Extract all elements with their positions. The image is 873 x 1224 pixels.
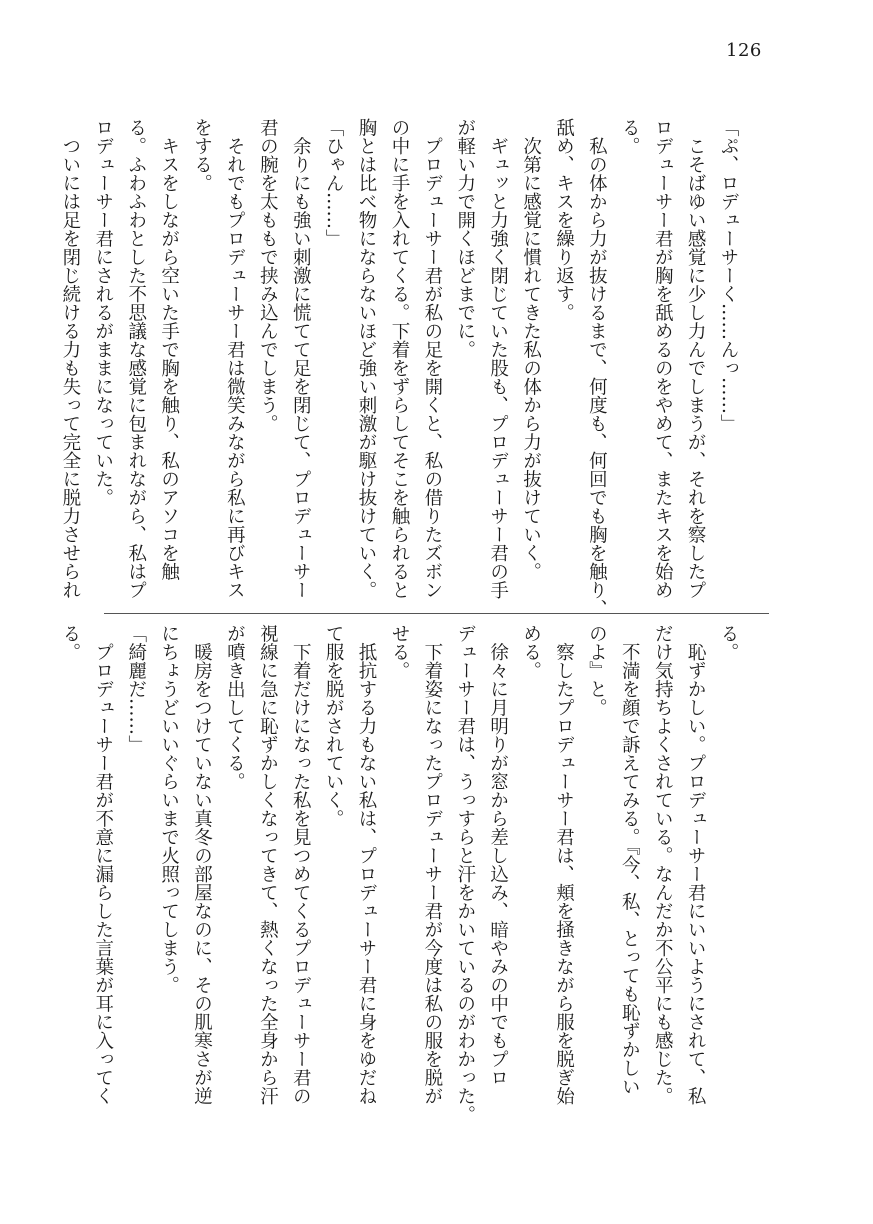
text-line: 暖房をつけていない真冬の部屋なのに、その肌寒さが逆	[191, 624, 213, 1105]
text-line: ロデューサー君が胸を舐めるのをやめて、またキスを始め	[652, 118, 674, 599]
text-line: る。	[718, 624, 739, 661]
text-line: ギュッと力強く閉じていた股も、プロデューサー君の手	[487, 118, 509, 599]
text-line: こそばゆい感覚に少し力んでしまうが、それを察したプ	[685, 118, 707, 599]
text-line: 「ひゃん……」	[323, 118, 345, 248]
text-line: 余りにも強い刺激に慌てて足を閉じて、プロデューサー	[290, 118, 312, 599]
text-line: が軽い力で開くほどまでに。	[454, 118, 476, 359]
text-line: 「綺麗だ……」	[125, 624, 147, 754]
text-line: キスをしながら空いた手で胸を触り、私のアソコを触	[158, 118, 180, 581]
text-line: 視線に急に恥ずかしくなってきて、熱くなった全身から汗	[257, 624, 279, 1105]
text-line: 次第に感覚に慣れてきた私の体から力が抜けていく。	[520, 118, 542, 581]
text-line: せる。	[388, 624, 410, 680]
text-line: が噴き出してくる。	[224, 624, 246, 791]
text-line: それでもプロデューサー君は微笑みながら私に再びキス	[224, 118, 246, 599]
text-line: だけ気持ちよくされている。なんだか不公平にも感じた。	[652, 624, 674, 1105]
text-line: る。	[59, 624, 81, 661]
text-line: デューサー君は、うっすらと汗をかいているのがわかった。	[454, 624, 476, 1124]
lower-text-block	[59, 624, 744, 1124]
page-number: 126	[726, 40, 762, 61]
text-line: 私の体から力が抜けるまで、何度も、何回でも胸を触り、	[586, 118, 608, 618]
text-line: ついには足を閉じ続ける力も失って完全に脱力させられ	[59, 118, 81, 599]
text-line: 下着姿になったプロデューサー君が今度は私の服を脱が	[421, 624, 443, 1105]
text-line: 「ぷ、ロデューサーく……んっ……」	[718, 118, 739, 433]
text-line: る。ふわふわとした不思議な感覚に包まれながら、私はプ	[125, 118, 147, 599]
text-line: める。	[520, 624, 542, 680]
text-line: ロデューサー君にされるがままになっていた。	[92, 118, 114, 507]
text-line: 下着だけになった私を見つめてくるプロデューサー君の	[290, 624, 312, 1105]
text-line: 恥ずかしい。プロデューサー君にいいようにされて、私	[685, 624, 707, 1105]
text-line: 胸とは比べ物にならないほど強い刺激が駆け抜けていく。	[356, 118, 378, 599]
text-line: 徐々に月明りが窓から差し込み、暗やみの中でもプロ	[487, 624, 509, 1087]
text-line: の中に手を入れてくる。下着をずらしてそこを触られると	[388, 118, 410, 599]
text-line: プロデューサー君が私の足を開くと、私の借りたズボン	[421, 118, 443, 599]
upper-text-block	[59, 118, 744, 618]
text-line: 君の腕を太ももで挟み込んでしまう。	[257, 118, 279, 433]
text-line: 察したプロデューサー君は、頬を掻きながら服を脱ぎ始	[553, 624, 575, 1105]
section-divider	[104, 613, 769, 614]
text-line: る。	[619, 118, 641, 155]
text-line: て服を脱がされていく。	[323, 624, 345, 828]
text-line: にちょうどいいぐらいまで火照ってしまう。	[158, 624, 180, 994]
text-line: をする。	[191, 118, 213, 192]
text-line: プロデューサー君が不意に漏らした言葉が耳に入ってく	[92, 624, 114, 1105]
text-line: 舐め、キスを繰り返す。	[553, 118, 575, 322]
text-line: 抵抗する力もない私は、プロデューサー君に身をゆだね	[356, 624, 378, 1105]
text-line: のよ』と。	[586, 624, 608, 717]
text-line: 不満を顔で訴えてみる。『今、私、とっても恥ずかしい	[619, 624, 641, 1096]
